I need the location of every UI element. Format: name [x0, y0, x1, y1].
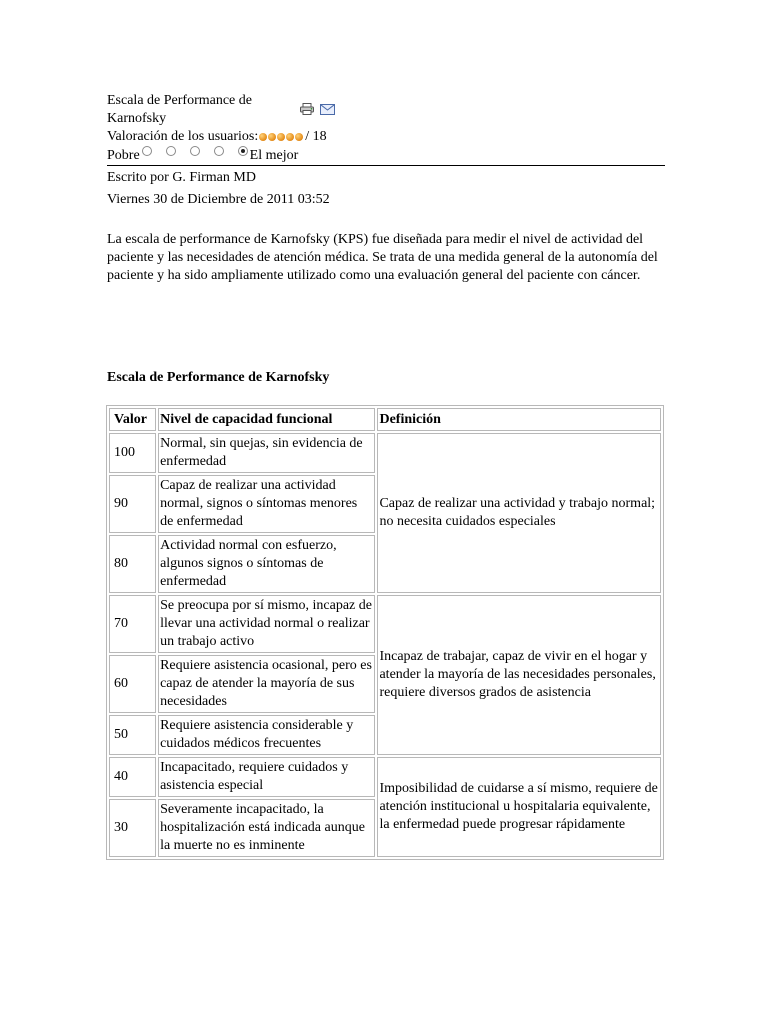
cell-value: 70: [109, 595, 156, 653]
vote-radio-5[interactable]: [238, 146, 248, 156]
cell-value: 50: [109, 715, 156, 755]
article-title: Escala de Performance de Karnofsky: [107, 93, 252, 126]
printer-icon[interactable]: [300, 103, 314, 115]
table-row: [109, 433, 661, 473]
vote-radio-4[interactable]: [214, 146, 224, 156]
cell-definition: Capaz de realizar una actividad y trabajo normal; no necesita cuidados especiales: [377, 433, 661, 593]
user-rating: [107, 128, 665, 146]
vote-radio-2[interactable]: [166, 146, 176, 156]
cell-value: 100: [109, 433, 156, 473]
article-author: Escrito por G. Firman MD: [107, 170, 256, 185]
cell-value: 30: [109, 799, 156, 857]
rating-count: / 18: [305, 129, 327, 144]
intro-paragraph: La escala de performance de Karnofsky (KPS) fue diseñada para medir el nivel de actividad del paciente y las necesidades de atención médica. Se trata de una medida general de la autonomía del paciente y ha sido ampliamente utilizado como una evaluación general del paciente con cáncer.: [107, 232, 658, 283]
vote-options: [142, 146, 248, 156]
article-tools: [300, 103, 334, 115]
vote-form: [107, 146, 665, 166]
section-title: Escala de Performance de Karnofsky: [107, 370, 330, 385]
cell-level: Incapacitado, requiere cuidados y asistencia especial: [158, 757, 375, 797]
rating-star-icon: [286, 133, 294, 141]
vote-best-label: El mejor: [249, 147, 299, 163]
cell-level: Requiere asistencia ocasional, pero es capaz de atender la mayoría de sus necesidades: [158, 655, 375, 713]
cell-value: 80: [109, 535, 156, 593]
cell-level: Severamente incapacitado, la hospitalización está indicada aunque la muerte no es inminente: [158, 799, 375, 857]
rating-star-icon: [259, 133, 267, 141]
vote-worst-label: Pobre: [107, 147, 140, 163]
rating-label: Valoración de los usuarios:: [107, 129, 259, 144]
table-row: [109, 595, 661, 653]
vote-radio-3[interactable]: [190, 146, 200, 156]
cell-value: 40: [109, 757, 156, 797]
rating-star-icon: [268, 133, 276, 141]
article-date: Viernes 30 de Diciembre de 2011 03:52: [107, 192, 330, 207]
article: [107, 92, 665, 860]
cell-level: Se preocupa por sí mismo, incapaz de llevar una actividad normal o realizar un trabajo activo: [158, 595, 375, 653]
rating-star-icon: [277, 133, 285, 141]
table-header-row: [109, 408, 661, 431]
cell-definition: Imposibilidad de cuidarse a sí mismo, requiere de atención institucional u hospitalaria equivalente, la enfermedad puede progresar rápidamente: [377, 757, 661, 857]
vote-radio-1[interactable]: [142, 146, 152, 156]
cell-value: 90: [109, 475, 156, 533]
rating-stars: [259, 133, 303, 141]
rating-star-icon: [295, 133, 303, 141]
cell-level: Requiere asistencia considerable y cuidados médicos frecuentes: [158, 715, 375, 755]
kps-table: [106, 405, 664, 860]
cell-level: Actividad normal con esfuerzo, algunos signos o síntomas de enfermedad: [158, 535, 375, 593]
article-header: [107, 92, 665, 128]
cell-definition: Incapaz de trabajar, capaz de vivir en el hogar y atender la mayoría de las necesidades personales, requiere diversos grados de asistencia: [377, 595, 661, 755]
header-nivel: Nivel de capacidad funcional: [158, 408, 375, 431]
cell-level: Capaz de realizar una actividad normal, signos o síntomas menores de enfermedad: [158, 475, 375, 533]
header-valor: Valor: [109, 408, 156, 431]
cell-value: 60: [109, 655, 156, 713]
article-meta: [107, 167, 665, 211]
cell-level: Normal, sin quejas, sin evidencia de enfermedad: [158, 433, 375, 473]
email-icon[interactable]: [320, 103, 334, 115]
header-definicion: Definición: [377, 408, 661, 431]
table-row: [109, 757, 661, 797]
